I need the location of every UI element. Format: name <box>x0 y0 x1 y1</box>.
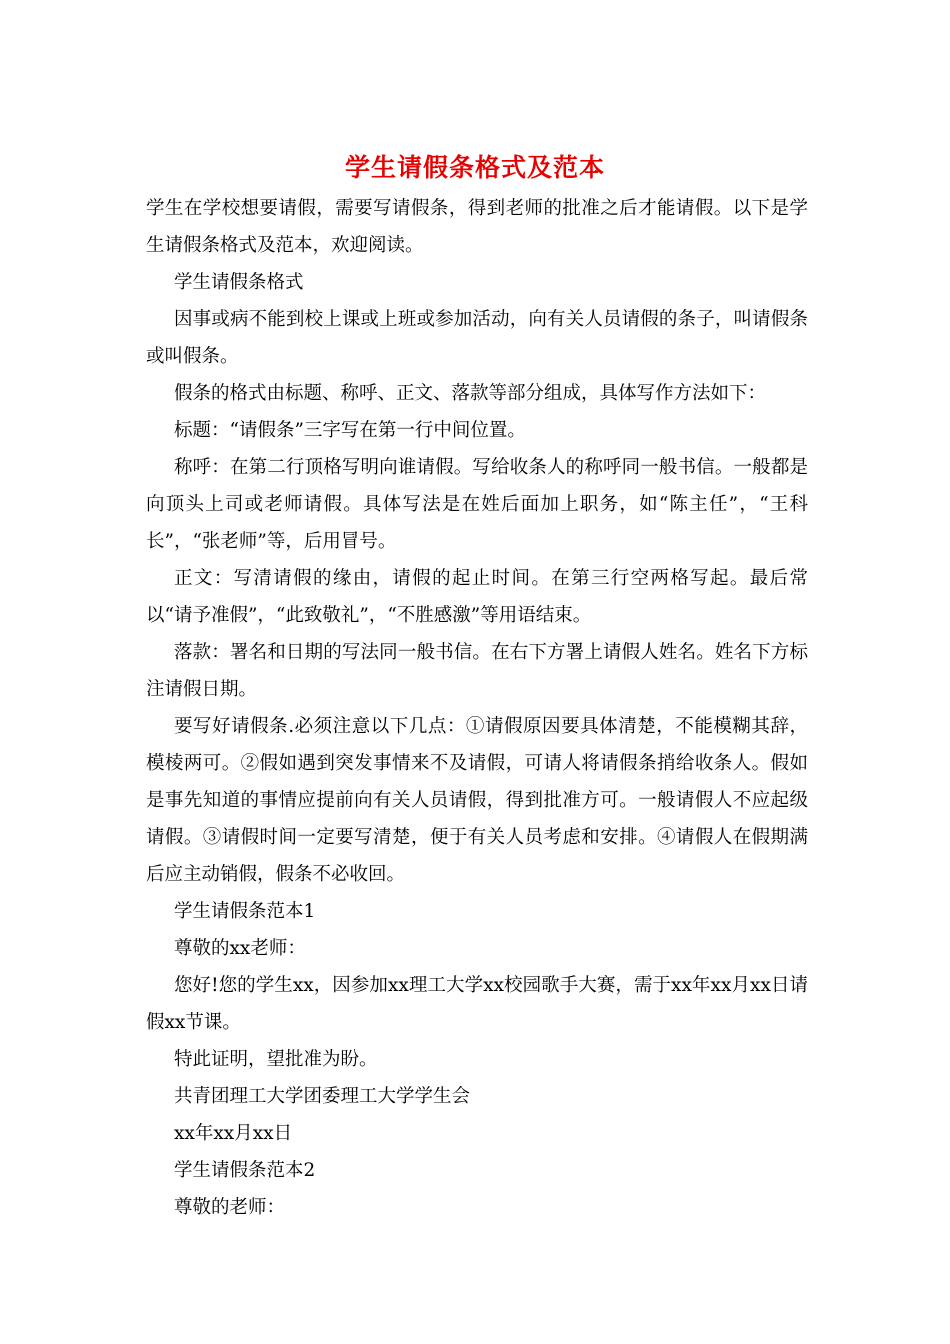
document-title: 学生请假条格式及范本 <box>344 153 605 182</box>
body-paragraph: 正文：写清请假的缘由，请假的起止时间。在第三行空两格写起。最后常以“请予准假”，“此致敬礼”，“不胜感激”等用语结束。 <box>146 568 808 626</box>
body-paragraph: 尊敬的老师： <box>174 1197 286 1218</box>
body-paragraph: 标题：“请假条”三字写在第一行中间位置。 <box>174 420 526 441</box>
body-paragraph: 特此证明，望批准为盼。 <box>174 1049 378 1070</box>
body-paragraph: 学生请假条格式 <box>174 272 304 293</box>
body-paragraph: 尊敬的xx老师： <box>174 938 306 959</box>
body-paragraph: 称呼：在第二行顶格写明向谁请假。写给收条人的称呼同一般书信。一般都是向顶头上司或老师请假。具体写法是在姓后面加上职务，如“陈主任”，“王科长”，“张老师”等，后用冒号。 <box>146 457 808 552</box>
body-paragraph: 学生请假条范本1 <box>174 901 316 922</box>
body-paragraph: 学生在学校想要请假，需要写请假条，得到老师的批准之后才能请假。以下是学生请假条格式及范本，欢迎阅读。 <box>146 198 808 256</box>
document-body <box>146 190 808 1226</box>
body-paragraph: 落款：署名和日期的写法同一般书信。在右下方署上请假人姓名。姓名下方标注请假日期。 <box>146 642 808 700</box>
body-paragraph: 因事或病不能到校上课或上班或参加活动，向有关人员请假的条子，叫请假条或叫假条。 <box>146 309 808 367</box>
body-paragraph: 假条的格式由标题、称呼、正文、落款等部分组成，具体写作方法如下： <box>174 383 767 404</box>
body-paragraph: 学生请假条范本2 <box>174 1160 316 1181</box>
body-paragraph: 您好!您的学生xx，因参加xx理工大学xx校园歌手大赛，需于xx年xx月xx日请假xx节课。 <box>146 975 808 1033</box>
body-paragraph: 要写好请假条.必须注意以下几点：①请假原因要具体清楚，不能模糊其辞，模棱两可。②假如遇到突发事情来不及请假，可请人将请假条捎给收条人。假如是事先知道的事情应提前向有关人员请假，得到批准方可。一般请假人不应起级请假。③请假时间一定要写清楚，便于有关人员考虑和安排。④请假人在假期满后应主动销假，假条不必收回。 <box>146 716 808 885</box>
body-paragraph: xx年xx月xx日 <box>174 1123 293 1144</box>
body-paragraph: 共青团理工大学团委理工大学学生会 <box>174 1086 471 1107</box>
